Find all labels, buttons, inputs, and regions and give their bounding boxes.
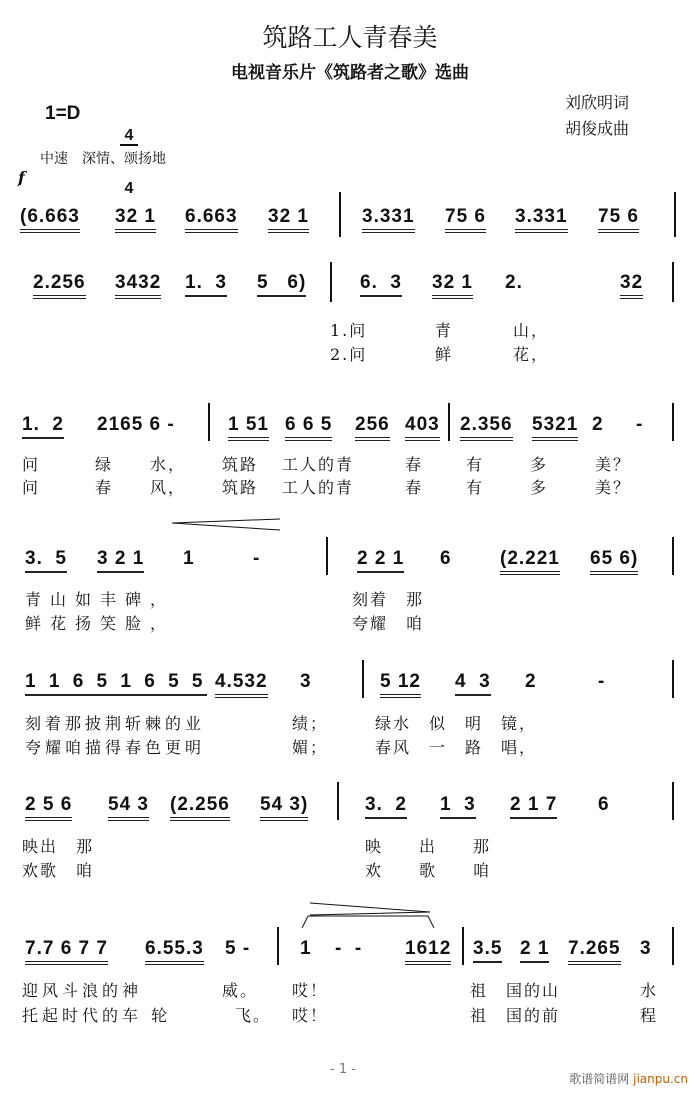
note-group: 1 3 <box>440 794 476 819</box>
lyric: 筑路 <box>222 478 259 497</box>
song-subtitle: 电视音乐片《筑路者之歌》选曲 <box>231 63 469 83</box>
lyric: 问 <box>22 455 41 474</box>
note-group: 3432 <box>115 272 161 299</box>
barline <box>448 403 450 441</box>
note-group: 3.5 <box>473 938 502 963</box>
lyric: 媚； <box>292 738 329 757</box>
note-group: 75 6 <box>445 206 486 233</box>
note-group: 32 1 <box>432 272 473 299</box>
barline <box>674 192 676 237</box>
lyric: 多 <box>530 455 549 474</box>
note-group: 1 1 6 5 1 6 5 5 <box>25 671 207 696</box>
note-group: 65 6) <box>590 548 638 575</box>
lyric: 刻着那披荆斩棘的业 <box>25 714 206 733</box>
note-group: 3 <box>300 671 312 692</box>
lyric: 映出 那 <box>22 837 95 856</box>
lyric: 春风 一 路 唱， <box>375 738 538 757</box>
note-group: 54 3) <box>260 794 308 821</box>
note-group: 4.532 <box>215 671 268 698</box>
barline <box>330 262 332 302</box>
barline <box>362 660 364 698</box>
lyric: 风， <box>150 478 187 497</box>
lyric: 多 <box>530 478 549 497</box>
lyric: 美？ <box>595 455 632 474</box>
note-group: 2 1 <box>520 938 549 963</box>
note-group: - <box>598 671 606 692</box>
lyric: 威。 <box>222 981 259 1000</box>
lyric: 鲜 <box>435 345 454 364</box>
note-group: (6.663 <box>20 206 80 233</box>
diminuendo-hairpin <box>170 518 282 532</box>
note-group: 5 - <box>225 938 251 959</box>
lyric: 飞。 <box>235 1006 272 1025</box>
lyric: 欢 歌 咱 <box>365 861 492 880</box>
note-group: 2 5 6 <box>25 794 72 821</box>
barline <box>462 927 464 965</box>
note-group: 1. 2 <box>22 414 64 439</box>
lyric: 工人的青 <box>282 478 355 497</box>
note-group: 1 51 <box>228 414 269 441</box>
note-group: 7.7 6 7 7 <box>25 938 108 965</box>
key-signature: 1=D <box>45 103 81 124</box>
lyric: 工人的青 <box>282 455 355 474</box>
note-group: 6. 3 <box>360 272 402 297</box>
note-group: 2 <box>525 671 537 692</box>
lyric: 鲜花扬笑脸， <box>25 614 176 633</box>
note-group: 6 <box>598 794 610 815</box>
lyric: 2.问 <box>330 345 368 364</box>
note-group: 1612 <box>405 938 451 965</box>
dynamic-marking: f <box>18 168 25 187</box>
lyric: 青山如丰碑， <box>25 590 176 609</box>
note-group: 6.663 <box>185 206 238 233</box>
note-group: 403 <box>405 414 440 441</box>
song-title: 筑路工人青春美 <box>262 23 438 52</box>
note-group: 32 1 <box>115 206 156 233</box>
lyric: 春 <box>405 455 424 474</box>
note-group: - - <box>335 938 363 959</box>
note-group: 2165 6 - <box>97 414 175 435</box>
barline <box>672 403 674 441</box>
note-group: 32 <box>620 272 643 299</box>
note-group: 2 1 7 <box>510 794 557 819</box>
lyric: 哎！ <box>292 981 329 1000</box>
note-group: - <box>636 414 644 435</box>
lyric: 托起时代的车 轮 <box>22 1006 172 1025</box>
watermark-cn: 歌谱简谱网 <box>569 1072 630 1086</box>
barline <box>337 782 339 820</box>
note-group: (2.221 <box>500 548 560 575</box>
note-group: 6 <box>440 548 452 569</box>
note-group: 2.356 <box>460 414 513 441</box>
time-top: 4 <box>120 127 138 146</box>
lyric: 欢歌 咱 <box>22 861 95 880</box>
note-group: 3.331 <box>515 206 568 233</box>
note-group: 6.55.3 <box>145 938 204 965</box>
note-group: 5 6) <box>257 272 306 297</box>
note-group: 3.331 <box>362 206 415 233</box>
note-group: 256 <box>355 414 390 441</box>
lyric: 绩； <box>292 714 329 733</box>
composer: 胡俊成曲 <box>565 119 630 138</box>
note-group: 3. 2 <box>365 794 407 819</box>
lyric: 花， <box>513 345 550 364</box>
note-group: 3 <box>640 938 652 959</box>
lyric: 春 <box>95 478 114 497</box>
barline <box>277 927 279 965</box>
lyric: 夸耀咱描得春色更明 <box>25 738 206 757</box>
lyric: 迎风斗浪的神 <box>22 981 143 1000</box>
lyric: 绿水 似 明 镜， <box>375 714 538 733</box>
lyric: 春 <box>405 478 424 497</box>
note-group: 1 <box>183 548 195 569</box>
lyric: 美？ <box>595 478 632 497</box>
note-group: 75 6 <box>598 206 639 233</box>
note-group: 1 <box>300 938 312 959</box>
barline <box>672 537 674 575</box>
note-group: 3 2 1 <box>97 548 144 573</box>
note-group: 1. 3 <box>185 272 227 297</box>
lyric: 有 <box>466 478 485 497</box>
note-group: 7.265 <box>568 938 621 965</box>
barline <box>326 537 328 575</box>
note-group: 3. 5 <box>25 548 67 573</box>
note-group: 2 2 1 <box>357 548 404 573</box>
lyric: 程 <box>640 1006 659 1025</box>
note-group: 5 12 <box>380 671 421 698</box>
lyric: 刻着 那 <box>352 590 425 609</box>
watermark <box>569 1070 688 1087</box>
lyric: 水 <box>640 981 659 1000</box>
time-bottom: 4 <box>124 180 134 197</box>
crescendo-hairpin <box>300 900 450 930</box>
barline <box>339 192 341 237</box>
lyric: 筑路 <box>222 455 259 474</box>
note-group: 2. <box>505 272 523 293</box>
watermark-en: jianpu.cn <box>633 1072 688 1086</box>
barline <box>672 660 674 698</box>
lyric: 祖 国的山 <box>470 981 561 1000</box>
barline <box>672 782 674 820</box>
page-number: - 1 - <box>330 1062 356 1077</box>
lyric: 水， <box>150 455 187 474</box>
lyric: 哎！ <box>292 1006 329 1025</box>
lyric: 1.问 <box>330 321 368 340</box>
note-group: 54 3 <box>108 794 149 821</box>
lyric: 绿 <box>95 455 114 474</box>
note-group: (2.256 <box>170 794 230 821</box>
note-group: 6 6 5 <box>285 414 332 441</box>
lyric: 山， <box>513 321 550 340</box>
lyric: 夸耀 咱 <box>352 614 425 633</box>
lyric: 映 出 那 <box>365 837 492 856</box>
lyric: 问 <box>22 478 41 497</box>
tempo-marking: 中速 深情、颂扬地 <box>40 151 166 167</box>
lyric: 有 <box>466 455 485 474</box>
note-group: 2.256 <box>33 272 86 299</box>
note-group: 5321 <box>532 414 578 441</box>
barline <box>672 927 674 965</box>
lyric: 青 <box>435 321 454 340</box>
note-group: - <box>253 548 261 569</box>
note-group: 4 3 <box>455 671 491 696</box>
lyric: 祖 国的前 <box>470 1006 561 1025</box>
note-group: 32 1 <box>268 206 309 233</box>
barline <box>208 403 210 441</box>
barline <box>672 262 674 302</box>
note-group: 2 <box>592 414 604 435</box>
lyricist: 刘欣明词 <box>565 93 630 112</box>
